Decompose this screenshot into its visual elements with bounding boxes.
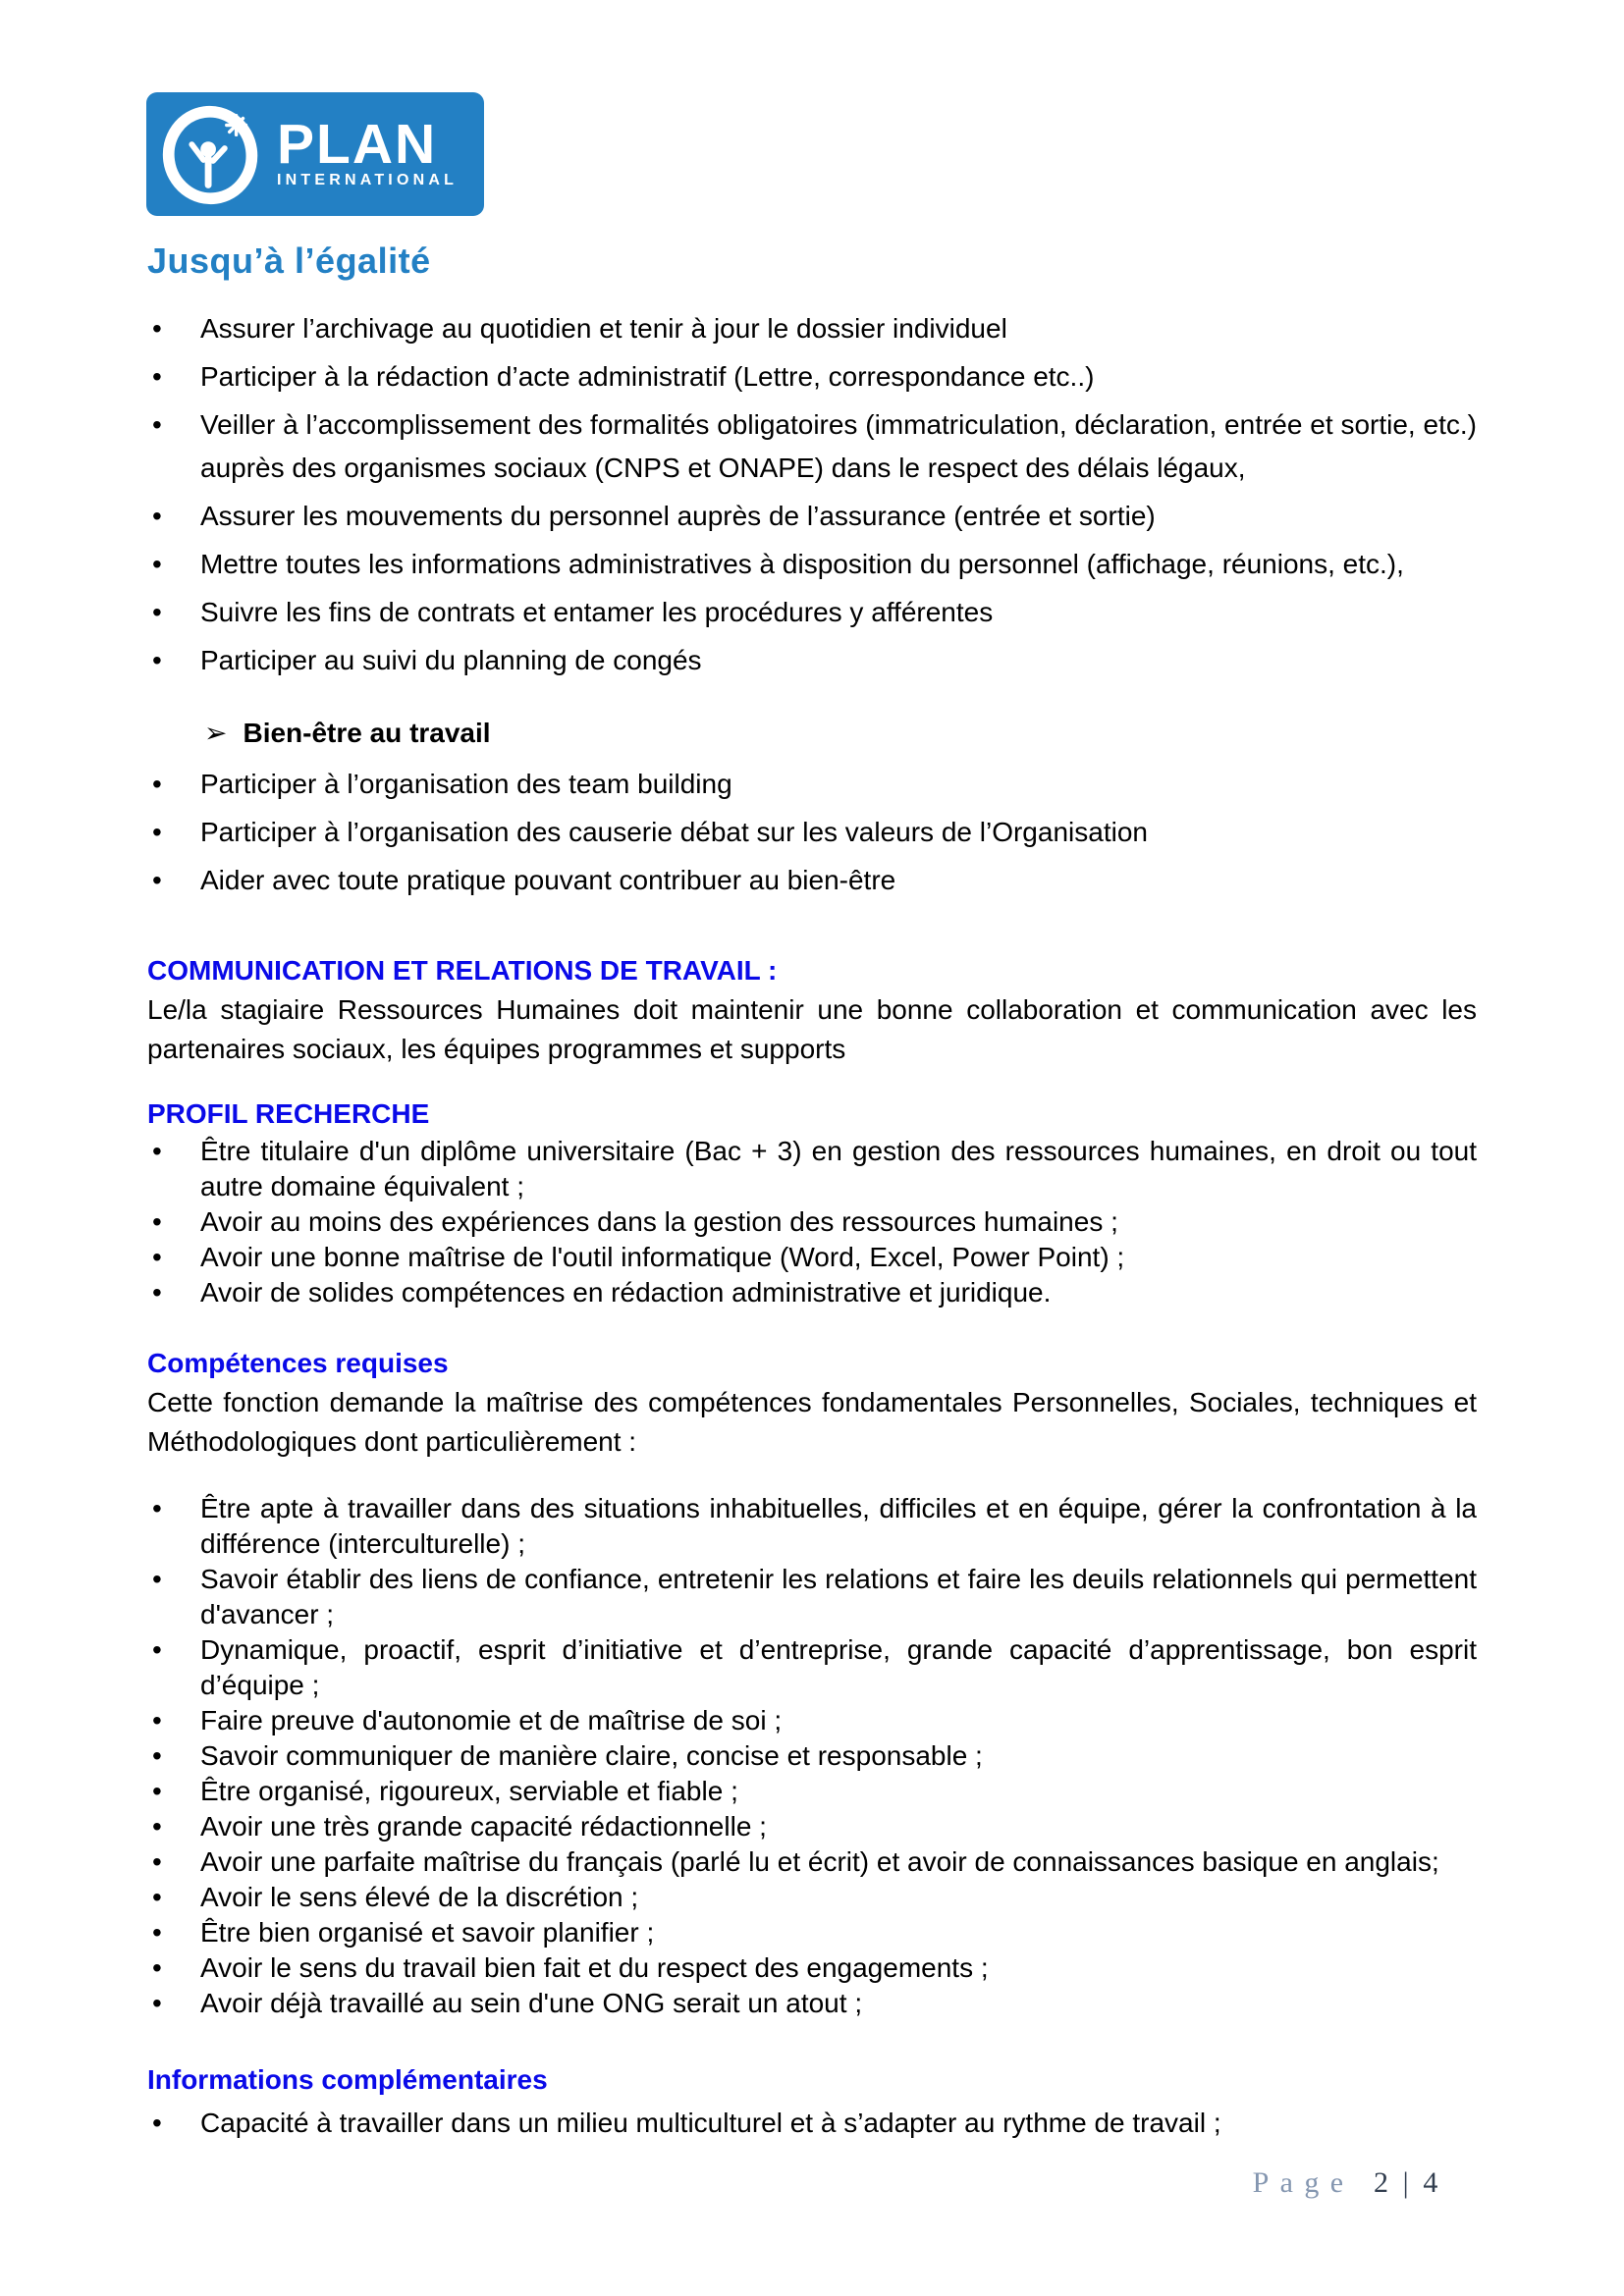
brand-tagline: Jusqu’à l’égalité [147,240,431,281]
list-item [147,307,1477,350]
list-item [147,495,1477,538]
list-item-text: Suivre les fins de contrats et entamer les procédures y afférentes [200,597,994,627]
competences-section [147,1344,1477,2021]
list-item-text: Avoir de solides compétences en rédaction administrative et juridique. [200,1277,1052,1308]
plan-emblem-icon [155,96,271,212]
logo-box [147,93,483,215]
list-item-text: Avoir une parfaite maîtrise du français (parlé lu et écrit) et avoir de connaissances basique en anglais; [200,1846,1439,1877]
list-item [147,1915,1477,1950]
list-item [147,1240,1477,1275]
list-item [147,1880,1477,1915]
list-item [147,1204,1477,1240]
profile-heading: PROFIL RECHERCHE [147,1098,430,1129]
wellbeing-list [147,763,1477,902]
list-item-text: Participer à la rédaction d’acte administratif (Lettre, correspondance etc..) [200,361,1095,392]
list-item [147,1703,1477,1738]
list-item [147,1491,1477,1562]
list-item-text: Dynamique, proactif, esprit d’initiative et d’entreprise, grande capacité d’apprentissage, bon esprit d’équipe ; [200,1634,1477,1700]
list-item-text: Capacité à travailler dans un milieu multiculturel et à s’adapter au rythme de travail ; [200,2108,1221,2138]
tasks-list [147,307,1477,682]
list-item [147,639,1477,682]
page-number: 2 | 4 [1373,2166,1441,2199]
list-item-text: Veiller à l’accomplissement des formalités obligatoires (immatriculation, déclaration, entrée et sortie, etc.) auprès des organismes sociaux (CNPS et ONAPE) dans le respect des délais légaux, [200,409,1477,483]
child-figure-icon [191,141,224,185]
list-item-text: Participer au suivi du planning de congés [200,645,702,675]
list-item [147,543,1477,586]
wellbeing-heading-text: Bien-être au travail [243,718,491,748]
list-item-text: Faire preuve d'autonomie et de maîtrise de soi ; [200,1705,783,1735]
list-item-text: Avoir le sens élevé de la discrétion ; [200,1882,639,1912]
profile-section [147,1095,1477,1310]
list-item [147,1844,1477,1880]
list-item-text: Être bien organisé et savoir planifier ; [200,1917,655,1948]
competences-intro: Cette fonction demande la maîtrise des compétences fondamentales Personnelles, Sociales, techniques et Méthodologiques dont particulièrement : [147,1387,1477,1457]
list-item-text: Savoir communiquer de manière claire, concise et responsable ; [200,1740,983,1771]
brand-subname: INTERNATIONAL [277,172,459,188]
list-item-text: Participer à l’organisation des causerie débat sur les valeurs de l’Organisation [200,817,1148,847]
list-item [147,1562,1477,1632]
list-item-text: Aider avec toute pratique pouvant contribuer au bien-être [200,865,896,895]
list-item [147,1986,1477,2021]
list-item [147,355,1477,399]
list-item [147,1809,1477,1844]
competences-list [147,1491,1477,2021]
list-item-text: Savoir établir des liens de confiance, entretenir les relations et faire les deuils relationnels qui permettent d'avancer ; [200,1564,1477,1629]
wellbeing-section [147,712,1477,902]
star-icon [227,116,246,135]
list-item-text: Avoir le sens du travail bien fait et du respect des engagements ; [200,1952,989,1983]
list-item [147,1738,1477,1774]
additional-info-list [147,2106,1477,2141]
list-item [147,591,1477,634]
competences-heading: Compétences requises [147,1348,449,1378]
list-item-text: Participer à l’organisation des team building [200,769,732,799]
arrow-bullet-icon: ➢ [204,718,228,748]
plan-international-logo [147,93,1477,282]
page-footer [147,2166,1477,2200]
brand-name: PLAN [277,113,438,176]
list-item [147,1950,1477,1986]
communication-section [147,951,1477,1069]
list-item-text: Avoir au moins des expériences dans la gestion des ressources humaines ; [200,1206,1118,1237]
list-item [147,2106,1477,2141]
list-item [147,403,1477,490]
list-item [147,1774,1477,1809]
list-item [147,811,1477,854]
list-item [147,1275,1477,1310]
list-item [147,1632,1477,1703]
tasks-section [147,307,1477,682]
list-item [147,1134,1477,1204]
page-footer-label: Page [1252,2166,1355,2199]
communication-body: Le/la stagiaire Ressources Humaines doit maintenir une bonne collaboration et communication avec les partenaires sociaux, les équipes programmes et supports [147,994,1477,1064]
list-item-text: Mettre toutes les informations administratives à disposition du personnel (affichage, réunions, etc.), [200,549,1404,579]
logo-wordmark [277,113,459,189]
additional-info-heading: Informations complémentaires [147,2064,548,2095]
list-item-text: Être apte à travailler dans des situations inhabituelles, difficiles et en équipe, gérer la confrontation à la différence (interculturelle) ; [200,1493,1477,1559]
profile-list [147,1134,1477,1310]
list-item-text: Assurer l’archivage au quotidien et tenir à jour le dossier individuel [200,313,1007,344]
list-item [147,859,1477,902]
wellbeing-heading [147,712,1477,755]
list-item [147,763,1477,806]
list-item-text: Être organisé, rigoureux, serviable et fiable ; [200,1776,738,1806]
list-item-text: Assurer les mouvements du personnel auprès de l’assurance (entrée et sortie) [200,501,1156,531]
additional-info-section [147,2060,1477,2141]
list-item-text: Avoir une très grande capacité rédactionnelle ; [200,1811,767,1842]
list-item-text: Avoir déjà travaillé au sein d'une ONG serait un atout ; [200,1988,863,2018]
list-item-text: Avoir une bonne maîtrise de l'outil informatique (Word, Excel, Power Point) ; [200,1242,1125,1272]
communication-heading: COMMUNICATION ET RELATIONS DE TRAVAIL : [147,955,778,986]
list-item-text: Être titulaire d'un diplôme universitaire (Bac + 3) en gestion des ressources humaines, en droit ou tout autre domaine équivalent ; [200,1136,1477,1201]
